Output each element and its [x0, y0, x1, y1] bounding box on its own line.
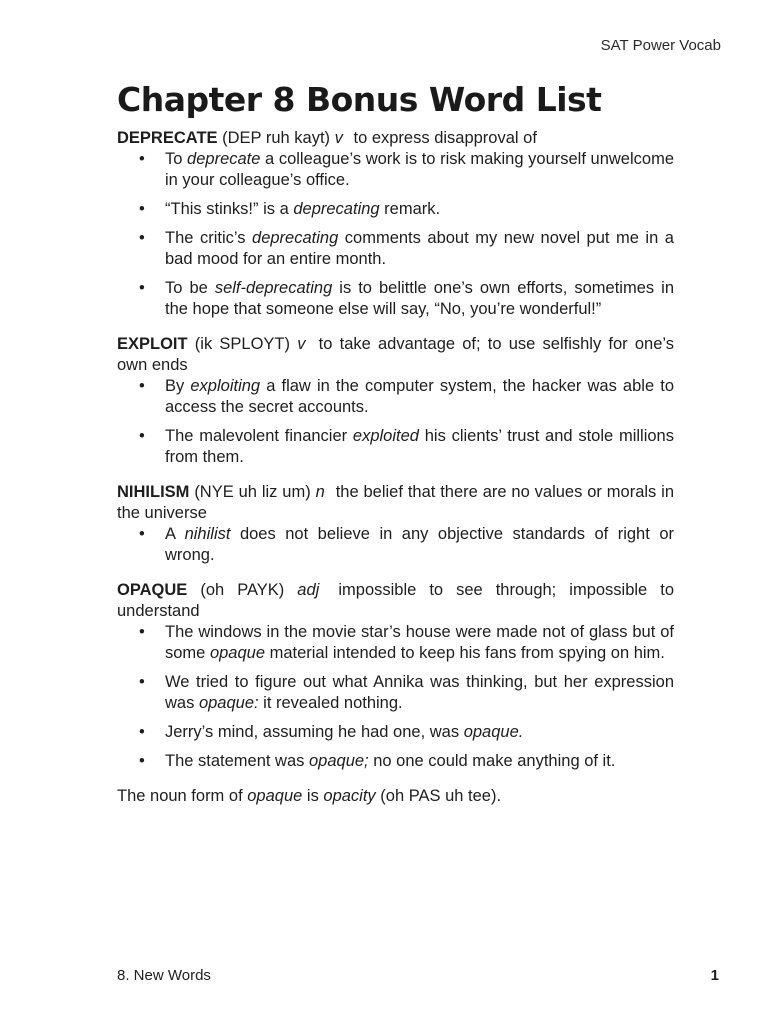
entry-definition-line: [117, 334, 674, 376]
example-item: • Jerry’s mind, assuming he had one, was opaque.: [117, 722, 674, 743]
noun-form-note: The noun form of opaque is opacity (oh PAS uh tee).: [117, 787, 502, 805]
definition: the belief that there are no values or morals in the universe: [117, 483, 675, 522]
example-item: • To deprecate a colleague’s work is to risk making yourself unwelcome in your colleague’s office.: [117, 149, 674, 191]
entry-definition-line: [117, 482, 674, 524]
example-item: • The critic’s deprecating comments about my new novel put me in a bad mood for an entire month.: [117, 228, 674, 270]
entry-definition-line: [117, 128, 674, 149]
footer-chapter: 8. New Words: [117, 967, 211, 984]
example-list: [117, 376, 674, 468]
entry-definition-line: [117, 580, 674, 622]
part-of-speech: n: [315, 483, 325, 501]
definition: impossible to see through; impossible to understand: [117, 581, 675, 620]
example-item: • The statement was opaque; no one could make anything of it.: [117, 751, 674, 772]
example-item: • A nihilist does not believe in any objective standards of right or wrong.: [117, 524, 674, 566]
example-item: • By exploiting a flaw in the computer system, the hacker was able to access the secret accounts.: [117, 376, 674, 418]
example-list: [117, 524, 674, 566]
part-of-speech: v: [334, 129, 343, 147]
page-title: Chapter 8 Bonus Word List: [117, 80, 602, 119]
word-entry-nihilism: [117, 482, 674, 566]
example-item: • The malevolent financier exploited his clients’ trust and stole millions from them.: [117, 426, 674, 468]
pronunciation: (DEP ruh kayt): [222, 129, 331, 147]
pronunciation: (oh PAYK): [200, 581, 285, 599]
running-header: SAT Power Vocab: [600, 37, 721, 54]
example-item: • “This stinks!” is a deprecating remark.: [117, 199, 674, 220]
headword: NIHILISM: [117, 483, 190, 501]
example-item: • To be self-deprecating is to belittle one’s own efforts, sometimes in the hope that someone else will say, “No, you’re wonderful!”: [117, 278, 674, 320]
headword: EXPLOIT: [117, 335, 188, 353]
word-entry-opaque: [117, 580, 674, 772]
part-of-speech: adj: [297, 581, 320, 599]
word-entry-exploit: [117, 334, 674, 468]
headword: OPAQUE: [117, 581, 188, 599]
example-item: • We tried to figure out what Annika was thinking, but her expression was opaque: it revealed nothing.: [117, 672, 674, 714]
page-content: [117, 78, 674, 807]
example-list: [117, 149, 674, 320]
example-list: [117, 622, 674, 772]
pronunciation: (NYE uh liz um): [194, 483, 311, 501]
headword: DEPRECATE: [117, 129, 218, 147]
example-item: • The windows in the movie star’s house were made not of glass but of some opaque material intended to keep his fans from spying on him.: [117, 622, 674, 664]
pronunciation: (ik SPLOYT): [194, 335, 290, 353]
definition: to express disapproval of: [353, 129, 537, 147]
definition: to take advantage of; to use selfishly for one’s own ends: [117, 335, 674, 374]
word-entry-deprecate: [117, 128, 674, 320]
part-of-speech: v: [297, 335, 306, 353]
page-number: 1: [710, 967, 719, 984]
